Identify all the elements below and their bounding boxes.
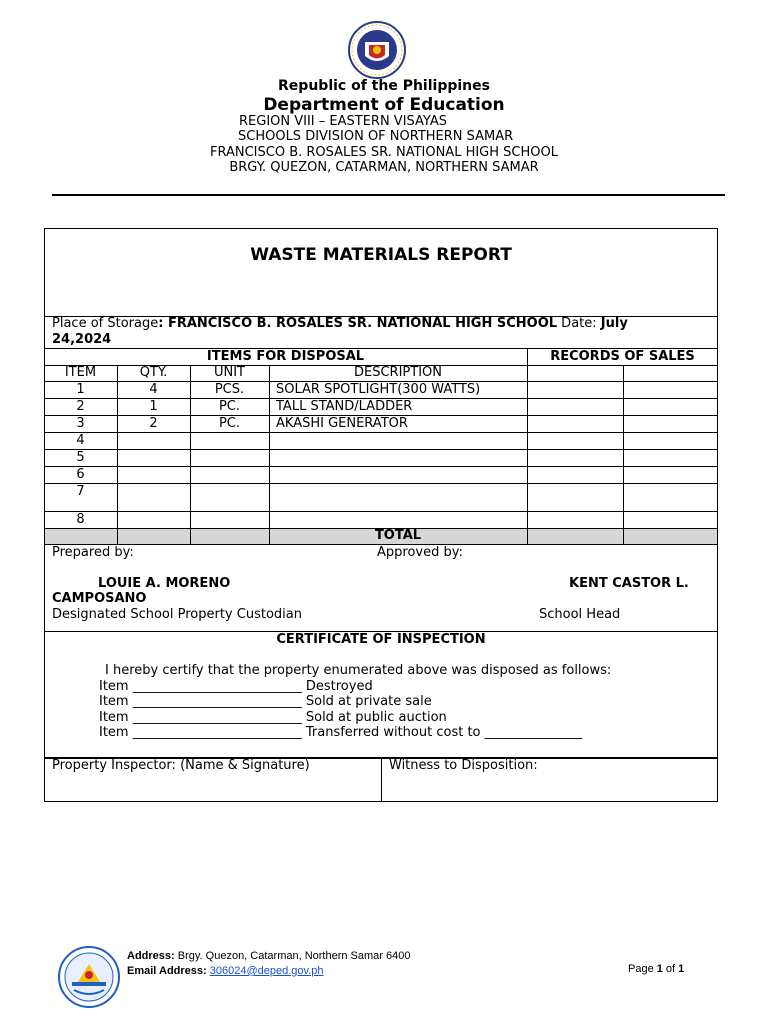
- page-indicator: [628, 963, 684, 975]
- property-inspector-label: Property Inspector: (Name & Signature): [52, 758, 310, 773]
- row-unit: PC.: [218, 399, 241, 414]
- approver-title: School Head: [539, 607, 621, 622]
- address-value: Brgy. Quezon, Catarman, Northern Samar 6400: [174, 950, 411, 962]
- column-header-item: ITEM: [64, 365, 97, 380]
- row-item: 7: [76, 484, 85, 499]
- disposal-line-public-auction: Item __________________________ Sold at public auction: [99, 710, 447, 725]
- column-header-unit: UNIT: [213, 365, 245, 380]
- row-item: 1: [76, 382, 85, 397]
- address-label: Address:: [127, 950, 175, 962]
- preparer-title: Designated School Property Custodian: [52, 607, 302, 622]
- row-description: SOLAR SPOTLIGHT(300 WATTS): [276, 382, 481, 397]
- divider: [44, 466, 718, 467]
- approver-name: KENT CASTOR L.: [569, 576, 689, 591]
- divider: [44, 432, 718, 433]
- disposal-line-destroyed: Item __________________________ Destroyed: [99, 679, 373, 694]
- disposal-line-transferred: Item __________________________ Transferred without cost to _______________: [99, 725, 583, 740]
- divider: [44, 511, 718, 512]
- date-value: July: [600, 316, 628, 331]
- approved-by-label: Approved by:: [377, 545, 463, 560]
- division-line: SCHOOLS DIVISION OF NORTHERN SAMAR: [238, 129, 514, 144]
- page-total: 1: [678, 963, 685, 975]
- row-qty: 2: [149, 416, 158, 431]
- page-prefix: Page: [628, 963, 657, 975]
- prepared-by-label: Prepared by:: [52, 545, 134, 560]
- republic-heading: Republic of the Philippines: [278, 78, 490, 94]
- region-line: REGION VIII – EASTERN VISAYAS: [239, 114, 447, 129]
- row-unit: PC.: [218, 416, 241, 431]
- disposal-line-private-sale: Item __________________________ Sold at private sale: [99, 694, 432, 709]
- column-header-description: DESCRIPTION: [354, 365, 442, 380]
- records-of-sales-header: RECORDS OF SALES: [550, 349, 695, 364]
- row-item: 5: [76, 450, 85, 465]
- row-description: AKASHI GENERATOR: [276, 416, 408, 431]
- divider: [623, 365, 624, 544]
- report-title: WASTE MATERIALS REPORT: [250, 245, 512, 265]
- certificate-title: CERTIFICATE OF INSPECTION: [276, 632, 486, 647]
- date-value-cont: 24,2024: [52, 332, 112, 347]
- approver-name-cont: CAMPOSANO: [52, 591, 147, 606]
- storage-line: [52, 316, 628, 331]
- deped-seal-logo: [339, 20, 415, 80]
- school-logo: [58, 946, 120, 1008]
- footer-email: [127, 965, 323, 977]
- storage-label: Place of Storage: [52, 316, 159, 331]
- row-item: 3: [76, 416, 85, 431]
- school-line: FRANCISCO B. ROSALES SR. NATIONAL HIGH SCHOOL: [210, 145, 558, 160]
- total-label: TOTAL: [374, 528, 422, 543]
- preparer-name: LOUIE A. MORENO: [98, 576, 231, 591]
- divider: [44, 449, 718, 450]
- row-item: 6: [76, 467, 85, 482]
- certificate-statement: I hereby certify that the property enumerated above was disposed as follows:: [105, 663, 612, 678]
- department-heading: Department of Education: [263, 95, 505, 115]
- header-divider: [52, 194, 725, 196]
- row-description: TALL STAND/LADDER: [276, 399, 413, 414]
- column-header-qty: QTY.: [139, 365, 168, 380]
- witness-label: Witness to Disposition:: [389, 758, 538, 773]
- row-item: 4: [76, 433, 85, 448]
- items-for-disposal-header: ITEMS FOR DISPOSAL: [206, 349, 365, 364]
- page-of: of: [662, 963, 679, 975]
- divider: [527, 348, 528, 544]
- divider: [381, 757, 382, 802]
- divider: [44, 483, 718, 484]
- email-link[interactable]: 306024@deped.gov.ph: [209, 965, 324, 977]
- footer-address: [127, 950, 410, 962]
- divider: [269, 365, 270, 544]
- row-item: 2: [76, 399, 85, 414]
- row-item: 8: [76, 512, 85, 527]
- row-qty: 1: [149, 399, 158, 414]
- storage-value: : FRANCISCO B. ROSALES SR. NATIONAL HIGH SCHOOL: [158, 316, 558, 331]
- row-qty: 4: [149, 382, 158, 397]
- row-unit: PCS.: [214, 382, 245, 397]
- school-address-line: BRGY. QUEZON, CATARMAN, NORTHERN SAMAR: [229, 160, 539, 175]
- date-label: Date:: [557, 316, 601, 331]
- page-current: 1: [656, 963, 663, 975]
- email-label: Email Address:: [127, 965, 207, 977]
